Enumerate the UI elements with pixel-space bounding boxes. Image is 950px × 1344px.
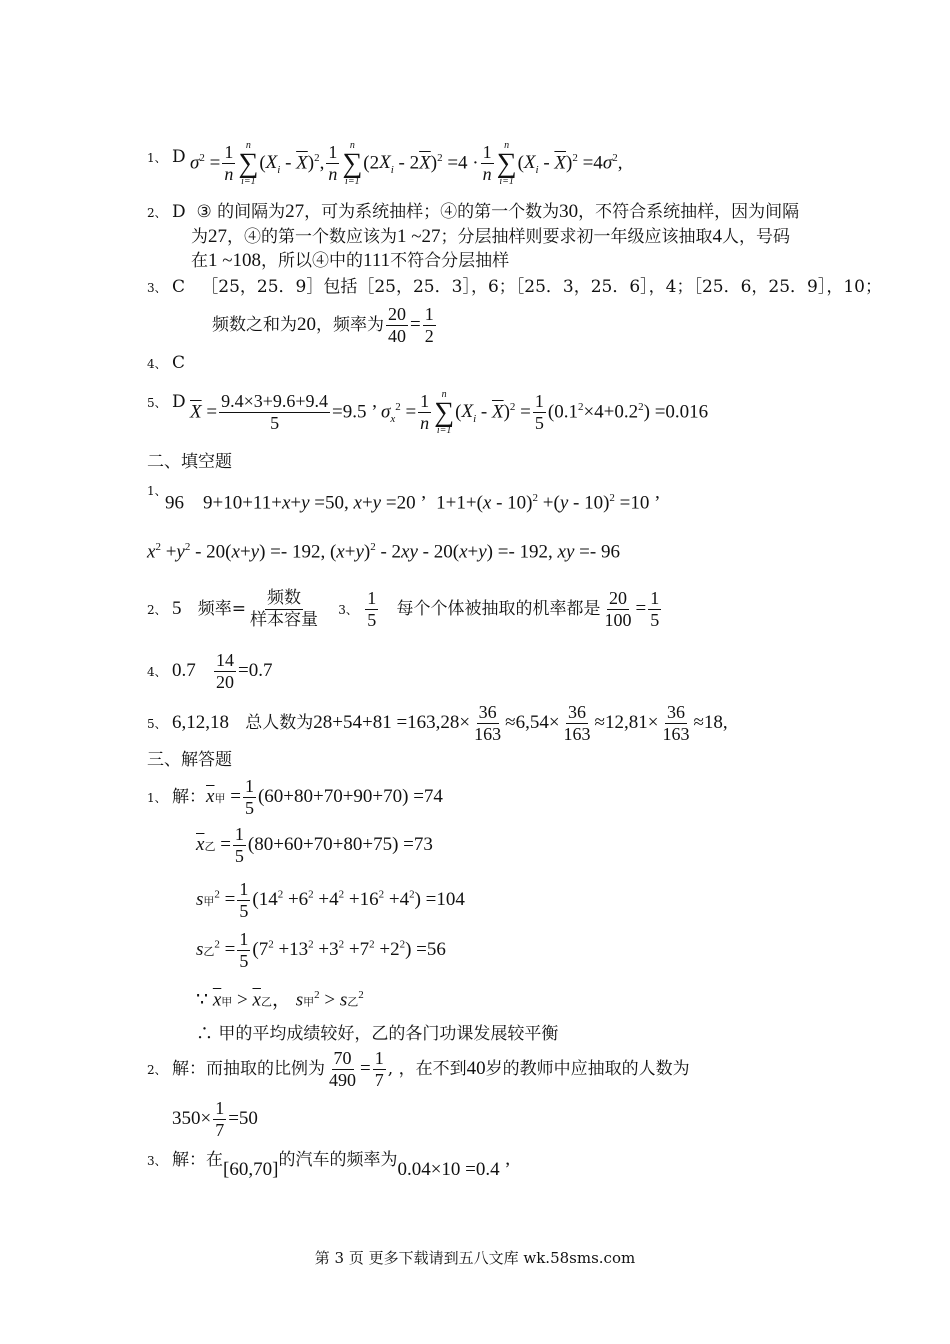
q2-value: 30 xyxy=(559,201,579,222)
a2-text: ，在不到 xyxy=(398,1059,467,1079)
f2-numerator: 频数 xyxy=(267,588,302,608)
q2-text: ；分层抽样则要求初一年级应该抽取 xyxy=(440,227,713,247)
q2-text: 在 xyxy=(191,251,208,271)
a3-num: 3、 xyxy=(147,1154,167,1168)
a1-sub: 甲 xyxy=(303,996,315,1009)
q3-answer: C xyxy=(172,277,186,297)
q5 xyxy=(147,392,186,413)
f2-answer: 5 xyxy=(172,598,182,619)
f1-num: 1、 xyxy=(147,484,167,498)
a1-line3: s甲$^2$ = $\frac{1}{5}$ $(14^2 +6^2 +4^2 +16^2 +4^2) =104$ xyxy=(196,879,465,922)
a1-sub: 乙 xyxy=(347,996,359,1009)
q2-line1 xyxy=(147,202,799,223)
q2-value: 27 xyxy=(285,201,305,222)
a3-interval: [60,70] xyxy=(223,1159,279,1180)
a1-line5: ∵ $\overline{x}$甲 > $\overline{x}$乙， s甲$^2$ > s乙$^2$ xyxy=(196,989,364,1011)
q2-text: ，不符合系统抽样，因为间隔 xyxy=(578,202,800,222)
a3-text: 的汽车的频率为 xyxy=(278,1150,398,1170)
q2-text: ，所以④中的 xyxy=(261,251,364,271)
a1-line2: $\overline{x}$乙 = $\frac{1}{5}$ (80+60+70+80+75) =73 xyxy=(196,824,433,866)
q2-value: 111 xyxy=(363,250,391,271)
f4: 4、 0.7 $\frac{14}{20}$ =0.7 xyxy=(147,650,273,692)
q5-answer: D xyxy=(172,392,186,412)
q2-answer: D xyxy=(172,202,186,222)
section2-title: 二、填空题 xyxy=(147,452,232,472)
q3-text: ［25，25．9］包括［25，25．3］，6；［25．3，25．6］，4；［25．6，25．9］，10； xyxy=(201,277,882,297)
a1-num: 1、 xyxy=(147,791,167,805)
a1-sub: 甲 xyxy=(214,793,226,805)
a1-sub: 甲 xyxy=(203,896,215,909)
f1-formula2: $x^2 +y^2 - 20(x+y) =- 192$, $(x+y)^2 - 2xy - 20(x+y) =- 192$, xy =- 96 xyxy=(147,541,620,563)
q2-text: ，④的第一个数应该为 xyxy=(227,227,397,247)
a3-text: 解：在 xyxy=(172,1150,224,1170)
q1-num: 1、 xyxy=(147,151,167,165)
a1-sub: 甲 xyxy=(221,996,233,1009)
f1 xyxy=(147,480,167,501)
q2-text: 不符合分层抽样 xyxy=(390,251,510,271)
a3-line: 3、 解：在[60,70]的汽车的频率为0.04×10 =0.4 ’ xyxy=(147,1150,511,1180)
page-footer: 第 3 页 更多下载请到五八文库 wk.58sms.com xyxy=(314,1249,636,1267)
q2-value: 4 xyxy=(712,226,723,247)
q3-text: 频数之和为 xyxy=(212,315,297,335)
a1-sub: 乙 xyxy=(260,996,272,1009)
section3-title: 三、解答题 xyxy=(147,750,232,770)
q3-line1 xyxy=(147,277,882,298)
a2-text: 岁的教师中应抽取的人数为 xyxy=(485,1059,690,1079)
q2-text: ③ 的间隔为 xyxy=(196,202,286,222)
q1 xyxy=(147,147,186,168)
f2-denominator: 样本容量 xyxy=(250,610,319,630)
f1-answer: 96 xyxy=(165,492,184,514)
q2-text: 为 xyxy=(191,227,208,247)
f4-num: 4、 xyxy=(147,665,167,679)
f5-num: 5、 xyxy=(147,717,167,731)
f5-text: 总人数为 xyxy=(245,713,314,733)
q3-line2: 频数之和为20，频率为 $\frac{20}{40}$ = $\frac{1}{2}$ xyxy=(212,304,434,346)
f2-f3: 2、 5 频率= 频数 样本容量 3、 $\frac{1}{5}$ 每个个体被抽取的机率都是 $\frac{20}{100}$ = $\frac{1}{5}$ xyxy=(147,588,660,630)
q2-value: 27 xyxy=(208,226,227,247)
q2-text: 人，号码 xyxy=(722,227,791,247)
a1-sub: 乙 xyxy=(203,946,215,959)
q2-line3 xyxy=(191,251,509,271)
f2-num: 2、 xyxy=(147,603,167,617)
f4-answer: 0.7 xyxy=(172,660,196,681)
q4-answer: C xyxy=(172,353,186,373)
q3-num: 3、 xyxy=(147,281,167,295)
a2-text: 解：而抽取的比例为 xyxy=(172,1059,326,1079)
a2-value: 40 xyxy=(466,1058,486,1079)
f1-formula1: 96 9+10+11+x+y =50, x+y =20 ’ 1+1+(x - 10)$^2$ +(y - 10)$^2$ =10 ’ xyxy=(165,492,661,514)
a2-line1: 2、 解：而抽取的比例为 $\frac{70}{490}$ = $\frac{1}{7}$ , ，在不到40岁的教师中应抽取的人数为 xyxy=(147,1048,690,1090)
f5-answer: 6,12,18 xyxy=(172,712,230,733)
a1-line1: 1、 解：$\overline{x}$甲 = $\frac{1}{5}$ (60+80+70+90+70) =74 xyxy=(147,776,443,818)
f3-num: 3、 xyxy=(338,603,358,617)
q3-text: ，频率为 xyxy=(316,315,384,335)
a1-text: 解： xyxy=(172,787,207,807)
q4-num: 4、 xyxy=(147,357,167,371)
q2-value: 1 ~108 xyxy=(208,250,262,271)
a1-conclusion: ∴ 甲的平均成绩较好，乙的各门功课发展较平衡 xyxy=(196,1024,559,1044)
q2-value: 1 ~27 xyxy=(397,226,441,247)
q2-num: 2、 xyxy=(147,206,167,220)
a2-num: 2、 xyxy=(147,1063,167,1077)
q1-answer: D xyxy=(172,147,186,167)
q2-line2 xyxy=(191,227,790,247)
q2-text: ，可为系统抽样；④的第一个数为 xyxy=(304,202,560,222)
a1-sub: 乙 xyxy=(204,841,216,853)
q3-value: 20 xyxy=(297,314,316,335)
q1-formula: $\sigma^2$ = $\frac{1}{n}$ n ∑ i=1 $(X_i - \overline{X})^2$, $\frac{1}{n}$ n ∑ i=1 $(2X_i - 2\overline{X})^2 =4$ · $\frac{1}{n}$ n ∑ i=1 $(X_i - \overline{X})^2 =4\sigma^2$, xyxy=(190,139,623,187)
q4 xyxy=(147,353,185,374)
a1-line4: s乙$^2$ = $\frac{1}{5}$ $(7^2 +13^2 +3^2 +7^2 +2^2) =56$ xyxy=(196,929,446,972)
q5-num: 5、 xyxy=(147,396,167,410)
f2-text: 频率= xyxy=(197,599,247,619)
f3-text: 每个个体被抽取的机率都是 xyxy=(396,599,601,619)
a2-line2: 350× $\frac{1}{7}$ =50 xyxy=(172,1098,258,1140)
q5-formula: $\overline{X}$ = $\frac{9.4\times 3+9.6+9.4}{5}$ =9.5 ’ $\sigma_x^2$ = $\frac{1}{n}$ n ∑ i=1 $(X_i - \overline{X})^2$ = $\frac{1}{5}$ $(0.1^2\times 4+0.2^2) =0.016$ xyxy=(190,388,709,436)
f5: 5、 6,12,18 总人数为28+54+81 =163,28× $\frac{36}{163}$ ≈6,54× $\frac{36}{163}$ ≈12,81× $\frac{36}{163}$ ≈18, xyxy=(147,702,728,744)
